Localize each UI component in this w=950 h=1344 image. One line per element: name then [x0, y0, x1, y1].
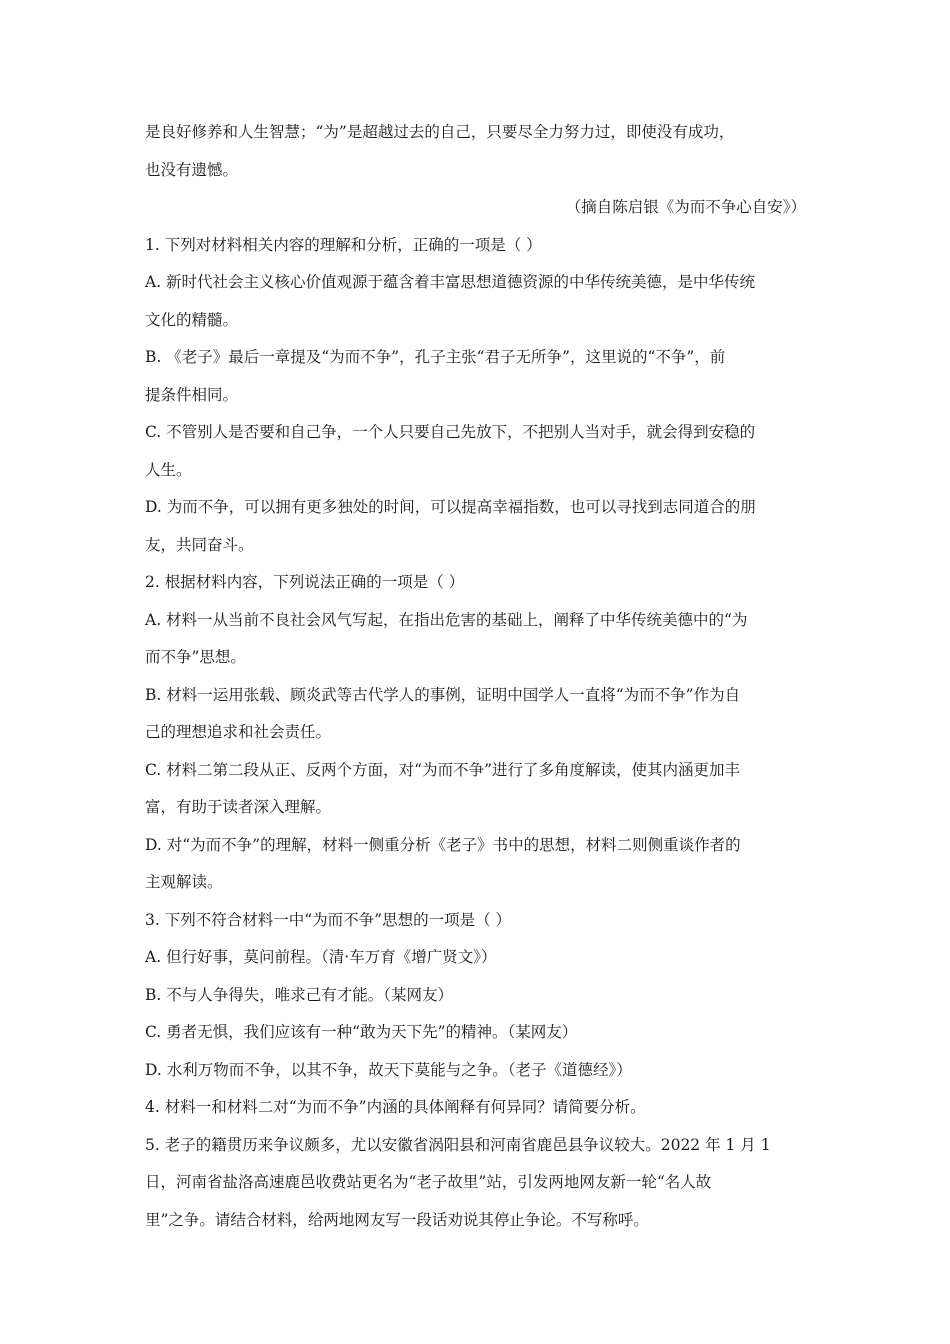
question-stem: 5. 老子的籍贯历来争议颇多，尤以安徽省涡阳县和河南省鹿邑县争议较大。2022 年 1 月 1 [145, 1135, 771, 1154]
option-b-line-1: B. 《老子》最后一章提及“为而不争”，孔子主张“君子无所争”，这里说的“不争”，前 [145, 348, 726, 366]
option-b: B. 不与人争得失，唯求己有才能。（某网友） [145, 985, 453, 1004]
question-text-line-3: 里”之争。请结合材料，给两地网友写一段话劝说其停止争论。不写称呼。 [145, 1210, 649, 1229]
question-stem: 1. 下列对材料相关内容的理解和分析，正确的一项是（ ） [145, 235, 542, 254]
question-4 [145, 1089, 810, 1127]
option-a-line-2: 而不争”思想。 [145, 648, 246, 666]
option-b-line-2: 己的理想追求和社会责任。 [145, 723, 332, 741]
option-c-line-2: 富，有助于读者深入理解。 [145, 798, 332, 816]
source-citation: （摘自陈启银《为而不争心自安》） [565, 198, 806, 216]
option-a-line-1: A. 新时代社会主义核心价值观源于蕴含着丰富思想道德资源的中华传统美德，是中华传统 [145, 273, 756, 291]
option-c-line-1: C. 材料二第二段从正、反两个方面，对“为而不争”进行了多角度解读，使其内涵更加丰 [145, 760, 741, 779]
option-c-line-1: C. 不管别人是否要和自己争，一个人只要自己先放下，不把别人当对手，就会得到安稳的 [145, 423, 756, 441]
option-c: C. 勇者无惧，我们应该有一种“敢为天下先”的精神。（某网友） [145, 1023, 578, 1041]
option-d-line-2: 友，共同奋斗。 [145, 535, 254, 554]
question-stem: 2. 根据材料内容，下列说法正确的一项是（ ） [145, 573, 465, 591]
option-d-line-1: D. 为而不争，可以拥有更多独处的时间，可以提高幸福指数，也可以寻找到志同道合的朋 [145, 498, 756, 516]
option-a: A. 但行好事，莫问前程。（清·车万育《增广贤文》） [145, 948, 497, 966]
option-d-line-2: 主观解读。 [145, 873, 223, 891]
option-a-line-1: A. 材料一从当前不良社会风气写起，在指出危害的基础上，阐释了中华传统美德中的“为 [145, 610, 748, 629]
intro-line-2: 也没有遗憾。 [145, 160, 239, 179]
question-2 [145, 564, 810, 902]
option-c-line-2: 人生。 [145, 460, 192, 479]
question-3 [145, 902, 810, 1090]
question-5 [145, 1127, 810, 1240]
question-stem: 4. 材料一和材料二对“为而不争”内涵的具体阐释有何异同？请简要分析。 [145, 1098, 646, 1116]
option-a-line-2: 文化的精髓。 [145, 310, 239, 329]
document-page [145, 114, 810, 1239]
option-d-line-1: D. 对“为而不争”的理解，材料一侧重分析《老子》书中的思想，材料二则侧重谈作者的 [145, 835, 741, 854]
option-b-line-2: 提条件相同。 [145, 385, 239, 404]
question-1 [145, 227, 810, 565]
intro-line-1: 是良好修养和人生智慧；“为”是超越过去的自己，只要尽全力努力过，即使没有成功， [145, 123, 735, 141]
question-stem: 3. 下列不符合材料一中“为而不争”思想的一项是（ ） [145, 910, 511, 929]
question-text-line-2: 日，河南省盐洛高速鹿邑收费站更名为“老子故里”站，引发两地网友新一轮“名人故 [145, 1173, 712, 1191]
option-d: D. 水利万物而不争，以其不争，故天下莫能与之争。（老子《道德经》） [145, 1060, 632, 1079]
option-b-line-1: B. 材料一运用张载、顾炎武等古代学人的事例，证明中国学人一直将“为而不争”作为自 [145, 685, 741, 704]
